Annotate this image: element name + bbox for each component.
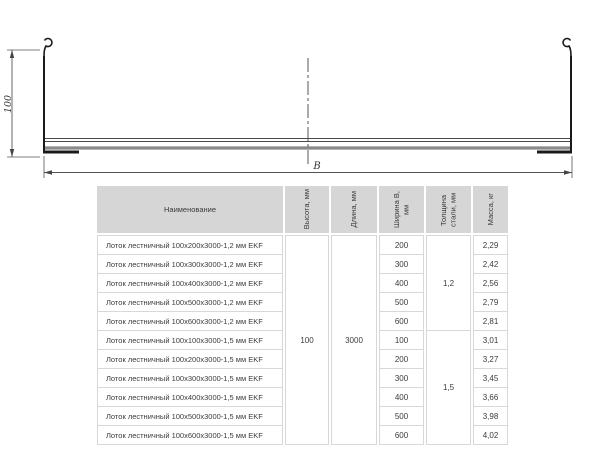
- row-mass: 2,81: [473, 311, 508, 331]
- height-dimension-label: 100: [3, 94, 14, 114]
- row-width: 500: [379, 292, 424, 312]
- dimension-height: [3, 50, 40, 157]
- row-width: 500: [379, 406, 424, 426]
- row-width: 100: [379, 330, 424, 350]
- header-name-label: Наименование: [164, 204, 216, 214]
- row-width: 400: [379, 273, 424, 293]
- arrow-left: [44, 170, 52, 174]
- thickness-group-cell: 1,5: [426, 330, 471, 445]
- header-mass-label: Масса, кг: [485, 193, 495, 226]
- header-length-label: Длина, мм: [349, 191, 359, 228]
- row-name: Лоток лестничный 100х400х3000-1,2 мм EKF: [97, 273, 283, 293]
- row-mass: 2,29: [473, 235, 508, 255]
- row-mass: 2,79: [473, 292, 508, 312]
- row-name: Лоток лестничный 100х300х3000-1,2 мм EKF: [97, 254, 283, 274]
- header-height: [285, 186, 329, 233]
- row-mass: 3,66: [473, 387, 508, 407]
- header-height-label: Высота, мм: [302, 189, 312, 230]
- row-mass: 3,01: [473, 330, 508, 350]
- row-name: Лоток лестничный 100х600х3000-1,5 мм EKF: [97, 425, 283, 445]
- tray-cross-section-drawing: [0, 0, 600, 185]
- spec-table: [97, 186, 508, 445]
- column-thickness: [426, 186, 471, 445]
- header-width: [379, 186, 424, 233]
- column-height: [285, 186, 329, 445]
- height-value-cell: 100: [285, 235, 329, 445]
- row-width: 400: [379, 387, 424, 407]
- row-width: 200: [379, 349, 424, 369]
- row-mass: 4,02: [473, 425, 508, 445]
- row-width: 300: [379, 368, 424, 388]
- length-value-cell: 3000: [331, 235, 377, 445]
- row-mass: 3,27: [473, 349, 508, 369]
- column-length: [331, 186, 377, 445]
- header-length: [331, 186, 377, 233]
- column-name: [97, 186, 283, 445]
- row-width: 600: [379, 425, 424, 445]
- left-curl: [44, 39, 52, 56]
- row-name: Лоток лестничный 100х200х3000-1,5 мм EKF: [97, 349, 283, 369]
- row-width: 200: [379, 235, 424, 255]
- row-name: Лоток лестничный 100х400х3000-1,5 мм EKF: [97, 387, 283, 407]
- column-width: [379, 186, 424, 445]
- row-mass: 3,98: [473, 406, 508, 426]
- header-thickness-label: Толщина стали, мм: [439, 192, 458, 227]
- arrow-down: [10, 149, 14, 157]
- header-thickness: [426, 186, 471, 233]
- right-curl: [563, 39, 571, 56]
- row-name: Лоток лестничный 100х600х3000-1,2 мм EKF: [97, 311, 283, 331]
- row-width: 300: [379, 254, 424, 274]
- thickness-group-cell: 1,2: [426, 235, 471, 331]
- row-name: Лоток лестничный 100х500х3000-1,5 мм EKF: [97, 406, 283, 426]
- row-name: Лоток лестничный 100х200х3000-1,2 мм EKF: [97, 235, 283, 255]
- column-mass: [473, 186, 508, 445]
- header-width-label: Ширина В, мм: [392, 191, 411, 228]
- row-mass: 3,45: [473, 368, 508, 388]
- row-name: Лоток лестничный 100х300х3000-1,5 мм EKF: [97, 368, 283, 388]
- arrow-right: [564, 170, 572, 174]
- row-mass: 2,56: [473, 273, 508, 293]
- row-name: Лоток лестничный 100х500х3000-1,2 мм EKF: [97, 292, 283, 312]
- width-dimension-label: B: [313, 161, 321, 172]
- header-mass: [473, 186, 508, 233]
- row-mass: 2,42: [473, 254, 508, 274]
- arrow-up: [10, 50, 14, 58]
- row-width: 600: [379, 311, 424, 331]
- row-name: Лоток лестничный 100х100х3000-1,5 мм EKF: [97, 330, 283, 350]
- header-name: [97, 186, 283, 233]
